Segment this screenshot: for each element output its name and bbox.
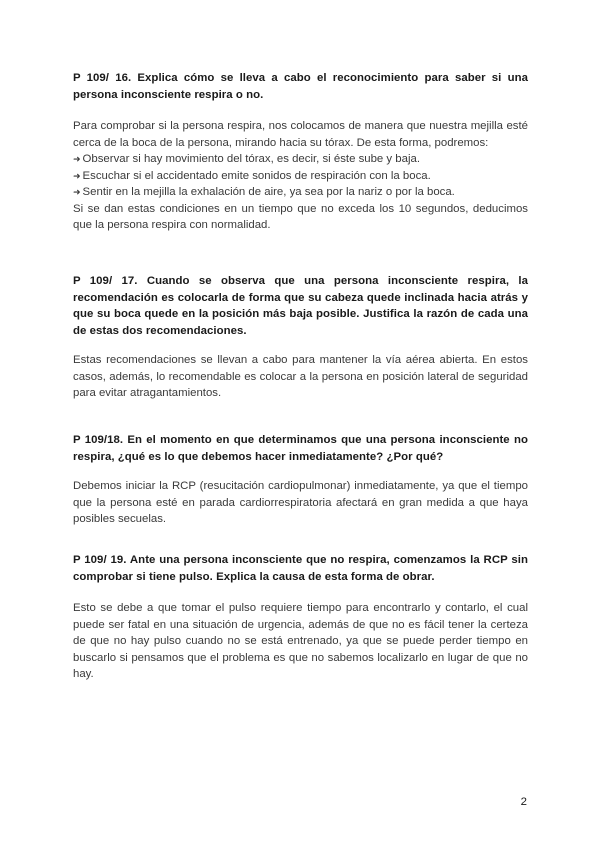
question-section-17 [73, 273, 528, 339]
list-item: ➜ Sentir en la mejilla la exhalación de aire, ya sea por la nariz o por la boca. [73, 186, 455, 198]
answer-text: Esto se debe a que tomar el pulso requiere tiempo para encontrarlo y contarlo, el cual puede ser fatal en una situación de urgencia, además de que no es fácil tener la certeza de que no hay pulso cuando no se está entrenado, ya que se puede perder tiempo en buscarlo si pensamos que el problema es que no sabemos localizarlo en lugar de que no hay. [73, 602, 528, 680]
answer-text: Estas recomendaciones se llevan a cabo para mantener la vía aérea abierta. En estos casos, además, lo recomendable es colocar a la persona en posición lateral de seguridad para evitar atragantamientos. [73, 354, 528, 399]
answer-block-16 [73, 118, 528, 234]
question-heading: P 109/18. En el momento en que determinamos que una persona inconsciente no respira, ¿qué es lo que debemos hacer inmediatamente? ¿Por qué? [73, 434, 528, 463]
answer-conclusion: Si se dan estas condiciones en un tiempo que no exceda los 10 segundos, deducimos que la persona respira con normalidad. [73, 202, 528, 231]
question-heading: P 109/ 17. Cuando se observa que una persona inconsciente respira, la recomendación es colocarla de forma que su cabeza quede inclinada hacia atrás y que su boca quede en la posición más baja posible. Justifica la razón de cada una de estas dos recomendaciones. [73, 275, 528, 337]
question-section-19 [73, 552, 528, 585]
bullet-list [73, 151, 528, 201]
list-item: ➜ Observar si hay movimiento del tórax, es decir, si éste sube y baja. [73, 153, 420, 165]
answer-intro: Para comprobar si la persona respira, nos colocamos de manera que nuestra mejilla esté cerca de la boca de la persona, mirando hacia su tórax. De esta forma, podremos: [73, 120, 528, 149]
question-section-18 [73, 432, 528, 465]
answer-block-19 [73, 600, 528, 683]
question-section-16 [73, 70, 528, 103]
arrow-right-icon: ➜ [73, 170, 81, 181]
question-heading: P 109/ 16. Explica cómo se lleva a cabo el reconocimiento para saber si una persona inconsciente respira o no. [73, 72, 528, 101]
list-item: ➜ Escuchar si el accidentado emite sonidos de respiración con la boca. [73, 169, 431, 182]
arrow-right-icon: ➜ [73, 154, 81, 164]
answer-block-18 [73, 478, 528, 528]
answer-text: Debemos iniciar la RCP (resucitación cardiopulmonar) inmediatamente, ya que el tiempo que la persona esté en parada cardiorrespiratoria afectará en gran medida a que haya posibles secuelas. [73, 480, 528, 525]
answer-block-17 [73, 352, 528, 402]
page-number: 2 [520, 796, 527, 808]
arrow-right-icon: ➜ [73, 187, 81, 197]
question-heading: P 109/ 19. Ante una persona inconsciente que no respira, comenzamos la RCP sin comprobar si tiene pulso. Explica la causa de esta forma de obrar. [73, 554, 528, 583]
